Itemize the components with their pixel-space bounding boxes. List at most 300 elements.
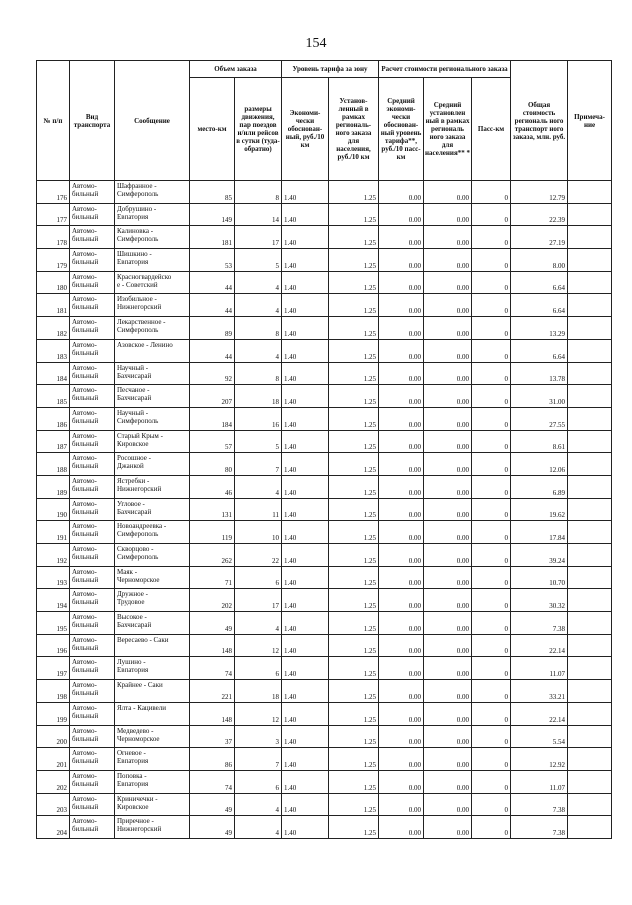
pass-km: 0: [472, 725, 511, 748]
transport-type: Автомо- бильный: [70, 317, 115, 340]
transport-type: Автомо- бильный: [70, 657, 115, 680]
avg-set-tariff: 0.00: [424, 702, 472, 725]
econ-tariff: 1.40: [282, 181, 329, 204]
avg-econ-tariff: 0.00: [379, 793, 424, 816]
avg-set-tariff: 0.00: [424, 271, 472, 294]
total-cost: 7.38: [511, 612, 568, 635]
seat-km: 262: [190, 544, 235, 567]
avg-econ-tariff: 0.00: [379, 317, 424, 340]
set-tariff: 1.25: [329, 271, 379, 294]
route-name: Калиновка - Симферополь: [115, 226, 190, 249]
avg-set-tariff: 0.00: [424, 544, 472, 567]
table-header: [37, 61, 612, 181]
transport-type: Автомо- бильный: [70, 249, 115, 272]
trips: 11: [235, 498, 282, 521]
header-trips: размеры движения, пар поездов и/или рейсов в сутки (туда-обратно): [235, 78, 282, 181]
route-name: Старый Крым - Кировское: [115, 430, 190, 453]
trips: 7: [235, 453, 282, 476]
route-name: Огневое - Евпатория: [115, 748, 190, 771]
note-cell: [568, 249, 612, 272]
transport-type: Автомо- бильный: [70, 181, 115, 204]
pass-km: 0: [472, 816, 511, 839]
econ-tariff: 1.40: [282, 566, 329, 589]
set-tariff: 1.25: [329, 816, 379, 839]
econ-tariff: 1.40: [282, 657, 329, 680]
table-row: [37, 181, 612, 204]
transport-type: Автомо- бильный: [70, 362, 115, 385]
avg-set-tariff: 0.00: [424, 294, 472, 317]
avg-set-tariff: 0.00: [424, 566, 472, 589]
seat-km: 148: [190, 634, 235, 657]
avg-set-tariff: 0.00: [424, 317, 472, 340]
row-number: 193: [37, 566, 70, 589]
avg-set-tariff: 0.00: [424, 339, 472, 362]
econ-tariff: 1.40: [282, 612, 329, 635]
route-name: Медведево - Черноморское: [115, 725, 190, 748]
table-row: [37, 407, 612, 430]
seat-km: 149: [190, 203, 235, 226]
set-tariff: 1.25: [329, 317, 379, 340]
avg-set-tariff: 0.00: [424, 362, 472, 385]
econ-tariff: 1.40: [282, 634, 329, 657]
table-row: [37, 385, 612, 408]
seat-km: 85: [190, 181, 235, 204]
route-name: Добрушино - Евпатория: [115, 203, 190, 226]
set-tariff: 1.25: [329, 702, 379, 725]
transport-type: Автомо- бильный: [70, 453, 115, 476]
note-cell: [568, 362, 612, 385]
row-number: 200: [37, 725, 70, 748]
avg-econ-tariff: 0.00: [379, 475, 424, 498]
set-tariff: 1.25: [329, 566, 379, 589]
trips: 16: [235, 407, 282, 430]
table-row: [37, 475, 612, 498]
avg-set-tariff: 0.00: [424, 430, 472, 453]
route-name: Криничечки - Кировское: [115, 793, 190, 816]
total-cost: 6.64: [511, 271, 568, 294]
total-cost: 30.32: [511, 589, 568, 612]
econ-tariff: 1.40: [282, 816, 329, 839]
row-number: 199: [37, 702, 70, 725]
note-cell: [568, 498, 612, 521]
table-row: [37, 317, 612, 340]
econ-tariff: 1.40: [282, 498, 329, 521]
trips: 22: [235, 544, 282, 567]
seat-km: 57: [190, 430, 235, 453]
table-row: [37, 702, 612, 725]
avg-econ-tariff: 0.00: [379, 498, 424, 521]
table-row: [37, 793, 612, 816]
avg-set-tariff: 0.00: [424, 589, 472, 612]
note-cell: [568, 589, 612, 612]
route-name: Приречное - Нижнегорский: [115, 816, 190, 839]
transport-type: Автомо- бильный: [70, 385, 115, 408]
seat-km: 86: [190, 748, 235, 771]
row-number: 202: [37, 770, 70, 793]
seat-km: 46: [190, 475, 235, 498]
header-avg-set: Средний установлен ный в рамках региональ ного заказа для населения** *: [424, 78, 472, 181]
avg-set-tariff: 0.00: [424, 657, 472, 680]
transport-type: Автомо- бильный: [70, 226, 115, 249]
avg-set-tariff: 0.00: [424, 453, 472, 476]
note-cell: [568, 317, 612, 340]
set-tariff: 1.25: [329, 339, 379, 362]
note-cell: [568, 203, 612, 226]
route-name: Изобильное - Нижнегорский: [115, 294, 190, 317]
avg-econ-tariff: 0.00: [379, 203, 424, 226]
row-number: 201: [37, 748, 70, 771]
note-cell: [568, 816, 612, 839]
avg-econ-tariff: 0.00: [379, 770, 424, 793]
trips: 4: [235, 793, 282, 816]
table-row: [37, 544, 612, 567]
transport-type: Автомо- бильный: [70, 770, 115, 793]
seat-km: 53: [190, 249, 235, 272]
trips: 10: [235, 521, 282, 544]
pass-km: 0: [472, 475, 511, 498]
transport-type: Автомо- бильный: [70, 634, 115, 657]
seat-km: 44: [190, 339, 235, 362]
set-tariff: 1.25: [329, 453, 379, 476]
set-tariff: 1.25: [329, 521, 379, 544]
table-row: [37, 430, 612, 453]
total-cost: 11.07: [511, 770, 568, 793]
pass-km: 0: [472, 498, 511, 521]
econ-tariff: 1.40: [282, 249, 329, 272]
row-number: 176: [37, 181, 70, 204]
avg-set-tariff: 0.00: [424, 612, 472, 635]
route-name: Высокое - Бахчисарай: [115, 612, 190, 635]
econ-tariff: 1.40: [282, 544, 329, 567]
transport-type: Автомо- бильный: [70, 339, 115, 362]
trips: 4: [235, 475, 282, 498]
route-name: Росошное - Джанкой: [115, 453, 190, 476]
row-number: 190: [37, 498, 70, 521]
route-name: Песчаное - Бахчисарай: [115, 385, 190, 408]
note-cell: [568, 407, 612, 430]
route-name: Красногвардейско е - Советский: [115, 271, 190, 294]
total-cost: 17.84: [511, 521, 568, 544]
header-avg-econ: Средний экономи-чески обоснован-ный уровень тарифа**, руб./10 пасс-км: [379, 78, 424, 181]
avg-econ-tariff: 0.00: [379, 680, 424, 703]
econ-tariff: 1.40: [282, 203, 329, 226]
trips: 8: [235, 317, 282, 340]
total-cost: 12.79: [511, 181, 568, 204]
total-cost: 6.89: [511, 475, 568, 498]
transport-type: Автомо- бильный: [70, 271, 115, 294]
pass-km: 0: [472, 203, 511, 226]
avg-set-tariff: 0.00: [424, 521, 472, 544]
seat-km: 119: [190, 521, 235, 544]
trips: 4: [235, 271, 282, 294]
avg-set-tariff: 0.00: [424, 498, 472, 521]
pass-km: 0: [472, 521, 511, 544]
note-cell: [568, 521, 612, 544]
pass-km: 0: [472, 271, 511, 294]
seat-km: 37: [190, 725, 235, 748]
pass-km: 0: [472, 339, 511, 362]
set-tariff: 1.25: [329, 294, 379, 317]
header-calc: Расчет стоимости регионального заказа: [379, 61, 511, 78]
seat-km: 148: [190, 702, 235, 725]
avg-econ-tariff: 0.00: [379, 816, 424, 839]
trips: 17: [235, 226, 282, 249]
seat-km: 92: [190, 362, 235, 385]
set-tariff: 1.25: [329, 385, 379, 408]
seat-km: 44: [190, 294, 235, 317]
set-tariff: 1.25: [329, 680, 379, 703]
table-row: [37, 770, 612, 793]
trips: 3: [235, 725, 282, 748]
avg-econ-tariff: 0.00: [379, 702, 424, 725]
note-cell: [568, 453, 612, 476]
avg-econ-tariff: 0.00: [379, 339, 424, 362]
row-number: 177: [37, 203, 70, 226]
pass-km: 0: [472, 793, 511, 816]
avg-econ-tariff: 0.00: [379, 521, 424, 544]
econ-tariff: 1.40: [282, 521, 329, 544]
trips: 18: [235, 385, 282, 408]
row-number: 189: [37, 475, 70, 498]
total-cost: 5.54: [511, 725, 568, 748]
total-cost: 39.24: [511, 544, 568, 567]
avg-set-tariff: 0.00: [424, 748, 472, 771]
pass-km: 0: [472, 385, 511, 408]
note-cell: [568, 702, 612, 725]
total-cost: 19.62: [511, 498, 568, 521]
route-name: Шафранное - Симферополь: [115, 181, 190, 204]
total-cost: 27.55: [511, 407, 568, 430]
set-tariff: 1.25: [329, 544, 379, 567]
avg-econ-tariff: 0.00: [379, 181, 424, 204]
trips: 6: [235, 657, 282, 680]
note-cell: [568, 612, 612, 635]
econ-tariff: 1.40: [282, 407, 329, 430]
transport-type: Автомо- бильный: [70, 793, 115, 816]
econ-tariff: 1.40: [282, 589, 329, 612]
seat-km: 44: [190, 271, 235, 294]
row-number: 203: [37, 793, 70, 816]
trips: 17: [235, 589, 282, 612]
total-cost: 12.06: [511, 453, 568, 476]
transport-type: Автомо- бильный: [70, 521, 115, 544]
total-cost: 6.64: [511, 294, 568, 317]
pass-km: 0: [472, 657, 511, 680]
route-name: Научный - Бахчисарай: [115, 362, 190, 385]
route-name: Поповка - Евпатория: [115, 770, 190, 793]
pass-km: 0: [472, 612, 511, 635]
pass-km: 0: [472, 453, 511, 476]
row-number: 179: [37, 249, 70, 272]
pass-km: 0: [472, 294, 511, 317]
avg-econ-tariff: 0.00: [379, 271, 424, 294]
set-tariff: 1.25: [329, 770, 379, 793]
row-number: 194: [37, 589, 70, 612]
table-row: [37, 226, 612, 249]
total-cost: 22.39: [511, 203, 568, 226]
route-name: Ялта - Кацивели: [115, 702, 190, 725]
pass-km: 0: [472, 680, 511, 703]
header-order-volume: Объем заказа: [190, 61, 282, 78]
seat-km: 49: [190, 816, 235, 839]
avg-set-tariff: 0.00: [424, 634, 472, 657]
econ-tariff: 1.40: [282, 748, 329, 771]
trips: 8: [235, 362, 282, 385]
trips: 12: [235, 702, 282, 725]
trips: 4: [235, 339, 282, 362]
seat-km: 202: [190, 589, 235, 612]
row-number: 195: [37, 612, 70, 635]
econ-tariff: 1.40: [282, 725, 329, 748]
econ-tariff: 1.40: [282, 770, 329, 793]
note-cell: [568, 680, 612, 703]
avg-econ-tariff: 0.00: [379, 407, 424, 430]
table-row: [37, 589, 612, 612]
trips: 5: [235, 249, 282, 272]
seat-km: 131: [190, 498, 235, 521]
avg-econ-tariff: 0.00: [379, 634, 424, 657]
pass-km: 0: [472, 407, 511, 430]
total-cost: 7.38: [511, 816, 568, 839]
route-name: Угловое - Бахчисарай: [115, 498, 190, 521]
econ-tariff: 1.40: [282, 294, 329, 317]
trips: 6: [235, 566, 282, 589]
pass-km: 0: [472, 226, 511, 249]
set-tariff: 1.25: [329, 181, 379, 204]
table-row: [37, 339, 612, 362]
header-note: Примеча-ние: [568, 61, 612, 181]
row-number: 184: [37, 362, 70, 385]
transport-type: Автомо- бильный: [70, 612, 115, 635]
pass-km: 0: [472, 566, 511, 589]
note-cell: [568, 634, 612, 657]
route-name: Шишкино - Евпатория: [115, 249, 190, 272]
row-number: 204: [37, 816, 70, 839]
note-cell: [568, 770, 612, 793]
trips: 4: [235, 612, 282, 635]
note-cell: [568, 657, 612, 680]
seat-km: 74: [190, 770, 235, 793]
table-row: [37, 612, 612, 635]
avg-econ-tariff: 0.00: [379, 748, 424, 771]
pass-km: 0: [472, 748, 511, 771]
seat-km: 80: [190, 453, 235, 476]
econ-tariff: 1.40: [282, 317, 329, 340]
avg-econ-tariff: 0.00: [379, 657, 424, 680]
econ-tariff: 1.40: [282, 271, 329, 294]
transport-type: Автомо- бильный: [70, 748, 115, 771]
econ-tariff: 1.40: [282, 430, 329, 453]
trips: 8: [235, 181, 282, 204]
route-name: Лекарственное - Симферополь: [115, 317, 190, 340]
table-body: [37, 181, 612, 839]
row-number: 196: [37, 634, 70, 657]
note-cell: [568, 793, 612, 816]
transport-type: Автомо- бильный: [70, 475, 115, 498]
avg-econ-tariff: 0.00: [379, 589, 424, 612]
header-total: Общая стоимость региональ ного транспорт ного заказа, млн. руб.: [511, 61, 568, 181]
trips: 6: [235, 770, 282, 793]
note-cell: [568, 226, 612, 249]
trips: 4: [235, 816, 282, 839]
trips: 5: [235, 430, 282, 453]
set-tariff: 1.25: [329, 793, 379, 816]
avg-set-tariff: 0.00: [424, 475, 472, 498]
econ-tariff: 1.40: [282, 339, 329, 362]
set-tariff: 1.25: [329, 407, 379, 430]
row-number: 185: [37, 385, 70, 408]
seat-km: 74: [190, 657, 235, 680]
avg-set-tariff: 0.00: [424, 249, 472, 272]
row-number: 181: [37, 294, 70, 317]
transport-type: Автомо- бильный: [70, 566, 115, 589]
note-cell: [568, 181, 612, 204]
transport-type: Автомо- бильный: [70, 407, 115, 430]
avg-econ-tariff: 0.00: [379, 226, 424, 249]
pass-km: 0: [472, 770, 511, 793]
route-name: Крайнее - Саки: [115, 680, 190, 703]
row-number: 191: [37, 521, 70, 544]
regional-order-table: [36, 60, 612, 839]
pass-km: 0: [472, 317, 511, 340]
header-econ: Экономи-чески обоснован-ный, руб./10 км: [282, 78, 329, 181]
table-row: [37, 657, 612, 680]
set-tariff: 1.25: [329, 475, 379, 498]
route-name: Дружное - Трудовое: [115, 589, 190, 612]
avg-econ-tariff: 0.00: [379, 249, 424, 272]
header-set: Установ-ленный в рамках региональ-ного заказа для населения, руб./10 км: [329, 78, 379, 181]
table-row: [37, 498, 612, 521]
seat-km: 49: [190, 612, 235, 635]
set-tariff: 1.25: [329, 249, 379, 272]
note-cell: [568, 748, 612, 771]
table-row: [37, 294, 612, 317]
note-cell: [568, 339, 612, 362]
set-tariff: 1.25: [329, 430, 379, 453]
avg-set-tariff: 0.00: [424, 725, 472, 748]
avg-econ-tariff: 0.00: [379, 385, 424, 408]
header-seat-km: место-км: [190, 78, 235, 181]
page-number: 154: [305, 36, 327, 51]
avg-econ-tariff: 0.00: [379, 725, 424, 748]
pass-km: 0: [472, 249, 511, 272]
avg-econ-tariff: 0.00: [379, 362, 424, 385]
trips: 18: [235, 680, 282, 703]
transport-type: Автомо- бильный: [70, 702, 115, 725]
total-cost: 31.00: [511, 385, 568, 408]
table-row: [37, 816, 612, 839]
avg-econ-tariff: 0.00: [379, 612, 424, 635]
avg-econ-tariff: 0.00: [379, 544, 424, 567]
note-cell: [568, 294, 612, 317]
avg-set-tariff: 0.00: [424, 407, 472, 430]
table-row: [37, 453, 612, 476]
note-cell: [568, 271, 612, 294]
avg-set-tariff: 0.00: [424, 226, 472, 249]
table-row: [37, 634, 612, 657]
pass-km: 0: [472, 181, 511, 204]
pass-km: 0: [472, 589, 511, 612]
avg-set-tariff: 0.00: [424, 680, 472, 703]
route-name: Лушино - Евпатория: [115, 657, 190, 680]
transport-type: Автомо- бильный: [70, 725, 115, 748]
header-pass-km: Пасс-км: [472, 78, 511, 181]
seat-km: 207: [190, 385, 235, 408]
econ-tariff: 1.40: [282, 385, 329, 408]
transport-type: Автомо- бильный: [70, 680, 115, 703]
total-cost: 33.21: [511, 680, 568, 703]
avg-econ-tariff: 0.00: [379, 294, 424, 317]
